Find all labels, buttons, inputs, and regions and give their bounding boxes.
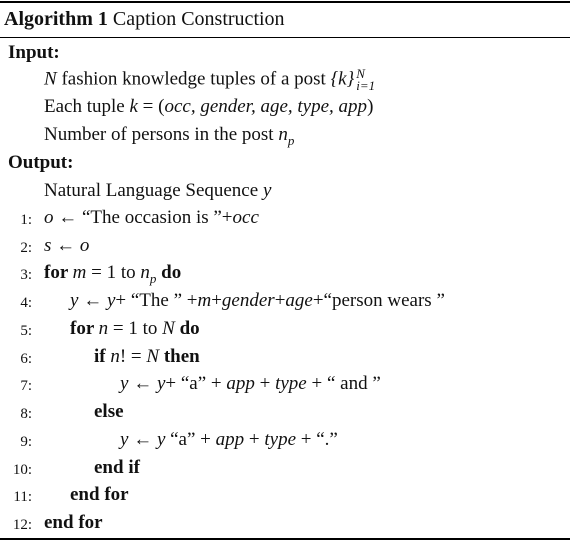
step-token: ← — [78, 290, 107, 311]
step-token: if — [94, 346, 111, 367]
step-token: = 1 to — [86, 262, 141, 283]
output-y: y — [262, 180, 272, 201]
output-line-1-text: Natural Language Sequence — [44, 180, 263, 201]
input-line-3 — [44, 124, 294, 147]
step-token: + “.” — [296, 429, 338, 450]
step-token: + — [244, 429, 265, 450]
algorithm-step — [44, 262, 181, 285]
step-token: type — [275, 373, 307, 394]
step-token: occ — [232, 207, 259, 228]
step-token: gender — [221, 290, 275, 311]
step-token: + — [211, 290, 222, 311]
step-token: o — [44, 207, 54, 228]
step-token: n — [98, 318, 109, 339]
output-heading: Output: — [8, 152, 74, 173]
input-line-2 — [44, 96, 373, 118]
input-n-sub: p — [287, 133, 295, 148]
input-set-sup: N — [356, 66, 365, 81]
step-token: app — [226, 373, 255, 394]
step-token: y — [156, 373, 166, 394]
step-token: o — [79, 235, 90, 256]
algorithm-label: Algorithm 1 — [4, 8, 108, 30]
line-number: 2: — [20, 240, 32, 256]
step-token: + — [274, 290, 286, 311]
step-token: y — [120, 373, 129, 394]
top-rule — [0, 1, 570, 3]
step-token: else — [94, 401, 124, 422]
step-token: m — [72, 262, 87, 283]
output-line-1 — [44, 180, 271, 202]
step-token: ← — [128, 373, 157, 394]
bottom-rule — [0, 538, 570, 540]
step-token: “a” + — [165, 429, 216, 450]
step-token: ← — [51, 235, 80, 256]
title-rule — [0, 37, 570, 38]
algorithm-step — [44, 235, 89, 257]
step-token: = 1 to — [108, 318, 163, 339]
step-token: s — [44, 235, 52, 256]
input-n: n — [278, 124, 288, 145]
step-token: for — [44, 262, 73, 283]
input-k: k — [129, 96, 138, 117]
step-token: m — [197, 290, 212, 311]
step-token: end for — [70, 484, 129, 505]
step-token: do — [174, 318, 200, 339]
line-number: 5: — [20, 323, 32, 339]
input-set-bounds — [356, 68, 375, 92]
line-number: 9: — [20, 434, 32, 450]
step-token: + “The ” + — [115, 290, 198, 311]
step-token: y — [70, 290, 79, 311]
algorithm-step — [44, 207, 259, 229]
line-number: 7: — [20, 378, 32, 394]
step-token: then — [159, 346, 200, 367]
step-token: for — [70, 318, 99, 339]
algorithm-step — [70, 318, 200, 340]
step-token: + “a” + — [165, 373, 227, 394]
input-N: N — [44, 68, 57, 90]
step-token: do — [156, 262, 182, 283]
line-number: 8: — [20, 406, 32, 422]
algorithm-step — [120, 429, 338, 451]
step-token: n — [140, 262, 150, 283]
algorithm-title — [4, 8, 285, 30]
step-token: end for — [44, 512, 103, 533]
input-set: {k} — [330, 68, 355, 90]
step-token: n — [110, 346, 120, 367]
line-number: 3: — [20, 267, 32, 283]
algorithm-step — [94, 457, 140, 479]
algorithm-step — [94, 346, 200, 368]
algorithm-step — [94, 401, 124, 423]
step-token: end if — [94, 457, 140, 478]
step-token: type — [264, 429, 297, 450]
step-token: ! = — [119, 346, 147, 367]
step-token: N — [146, 346, 160, 367]
line-number: 12: — [12, 517, 32, 533]
line-number: 6: — [20, 351, 32, 367]
algorithm-step — [120, 373, 381, 395]
step-token: ← “The occasion is ”+ — [53, 207, 233, 228]
step-token: app — [215, 429, 245, 450]
line-number: 1: — [20, 212, 32, 228]
step-token: y — [120, 429, 129, 450]
algorithm-step — [70, 484, 129, 506]
algorithm-step — [44, 512, 103, 534]
line-number: 4: — [20, 295, 32, 311]
step-token: age — [285, 290, 313, 311]
input-line-3-text: Number of persons in the post — [44, 124, 279, 145]
input-heading: Input: — [8, 42, 60, 63]
step-token: y — [106, 290, 116, 311]
step-token: +“person wears ” — [312, 290, 445, 311]
step-token: N — [162, 318, 175, 339]
input-eq: = ( — [137, 96, 165, 117]
algorithm-step — [70, 290, 445, 312]
step-token: p — [149, 271, 157, 286]
step-token: ← — [128, 429, 157, 450]
step-token: + — [254, 373, 276, 394]
input-line-2-text: Each tuple — [44, 96, 130, 117]
algorithm-name: Caption Construction — [112, 8, 285, 30]
input-line-1-text: fashion knowledge tuples of a post — [56, 68, 331, 90]
input-line-1 — [44, 68, 375, 92]
input-set-sub: i=1 — [356, 78, 376, 93]
step-token: + “ and ” — [306, 373, 381, 394]
line-number: 11: — [13, 489, 32, 505]
line-number: 10: — [12, 462, 32, 478]
input-close: ) — [367, 96, 374, 117]
step-token: y — [156, 429, 166, 450]
input-fields: occ, gender, age, type, app — [164, 96, 368, 117]
